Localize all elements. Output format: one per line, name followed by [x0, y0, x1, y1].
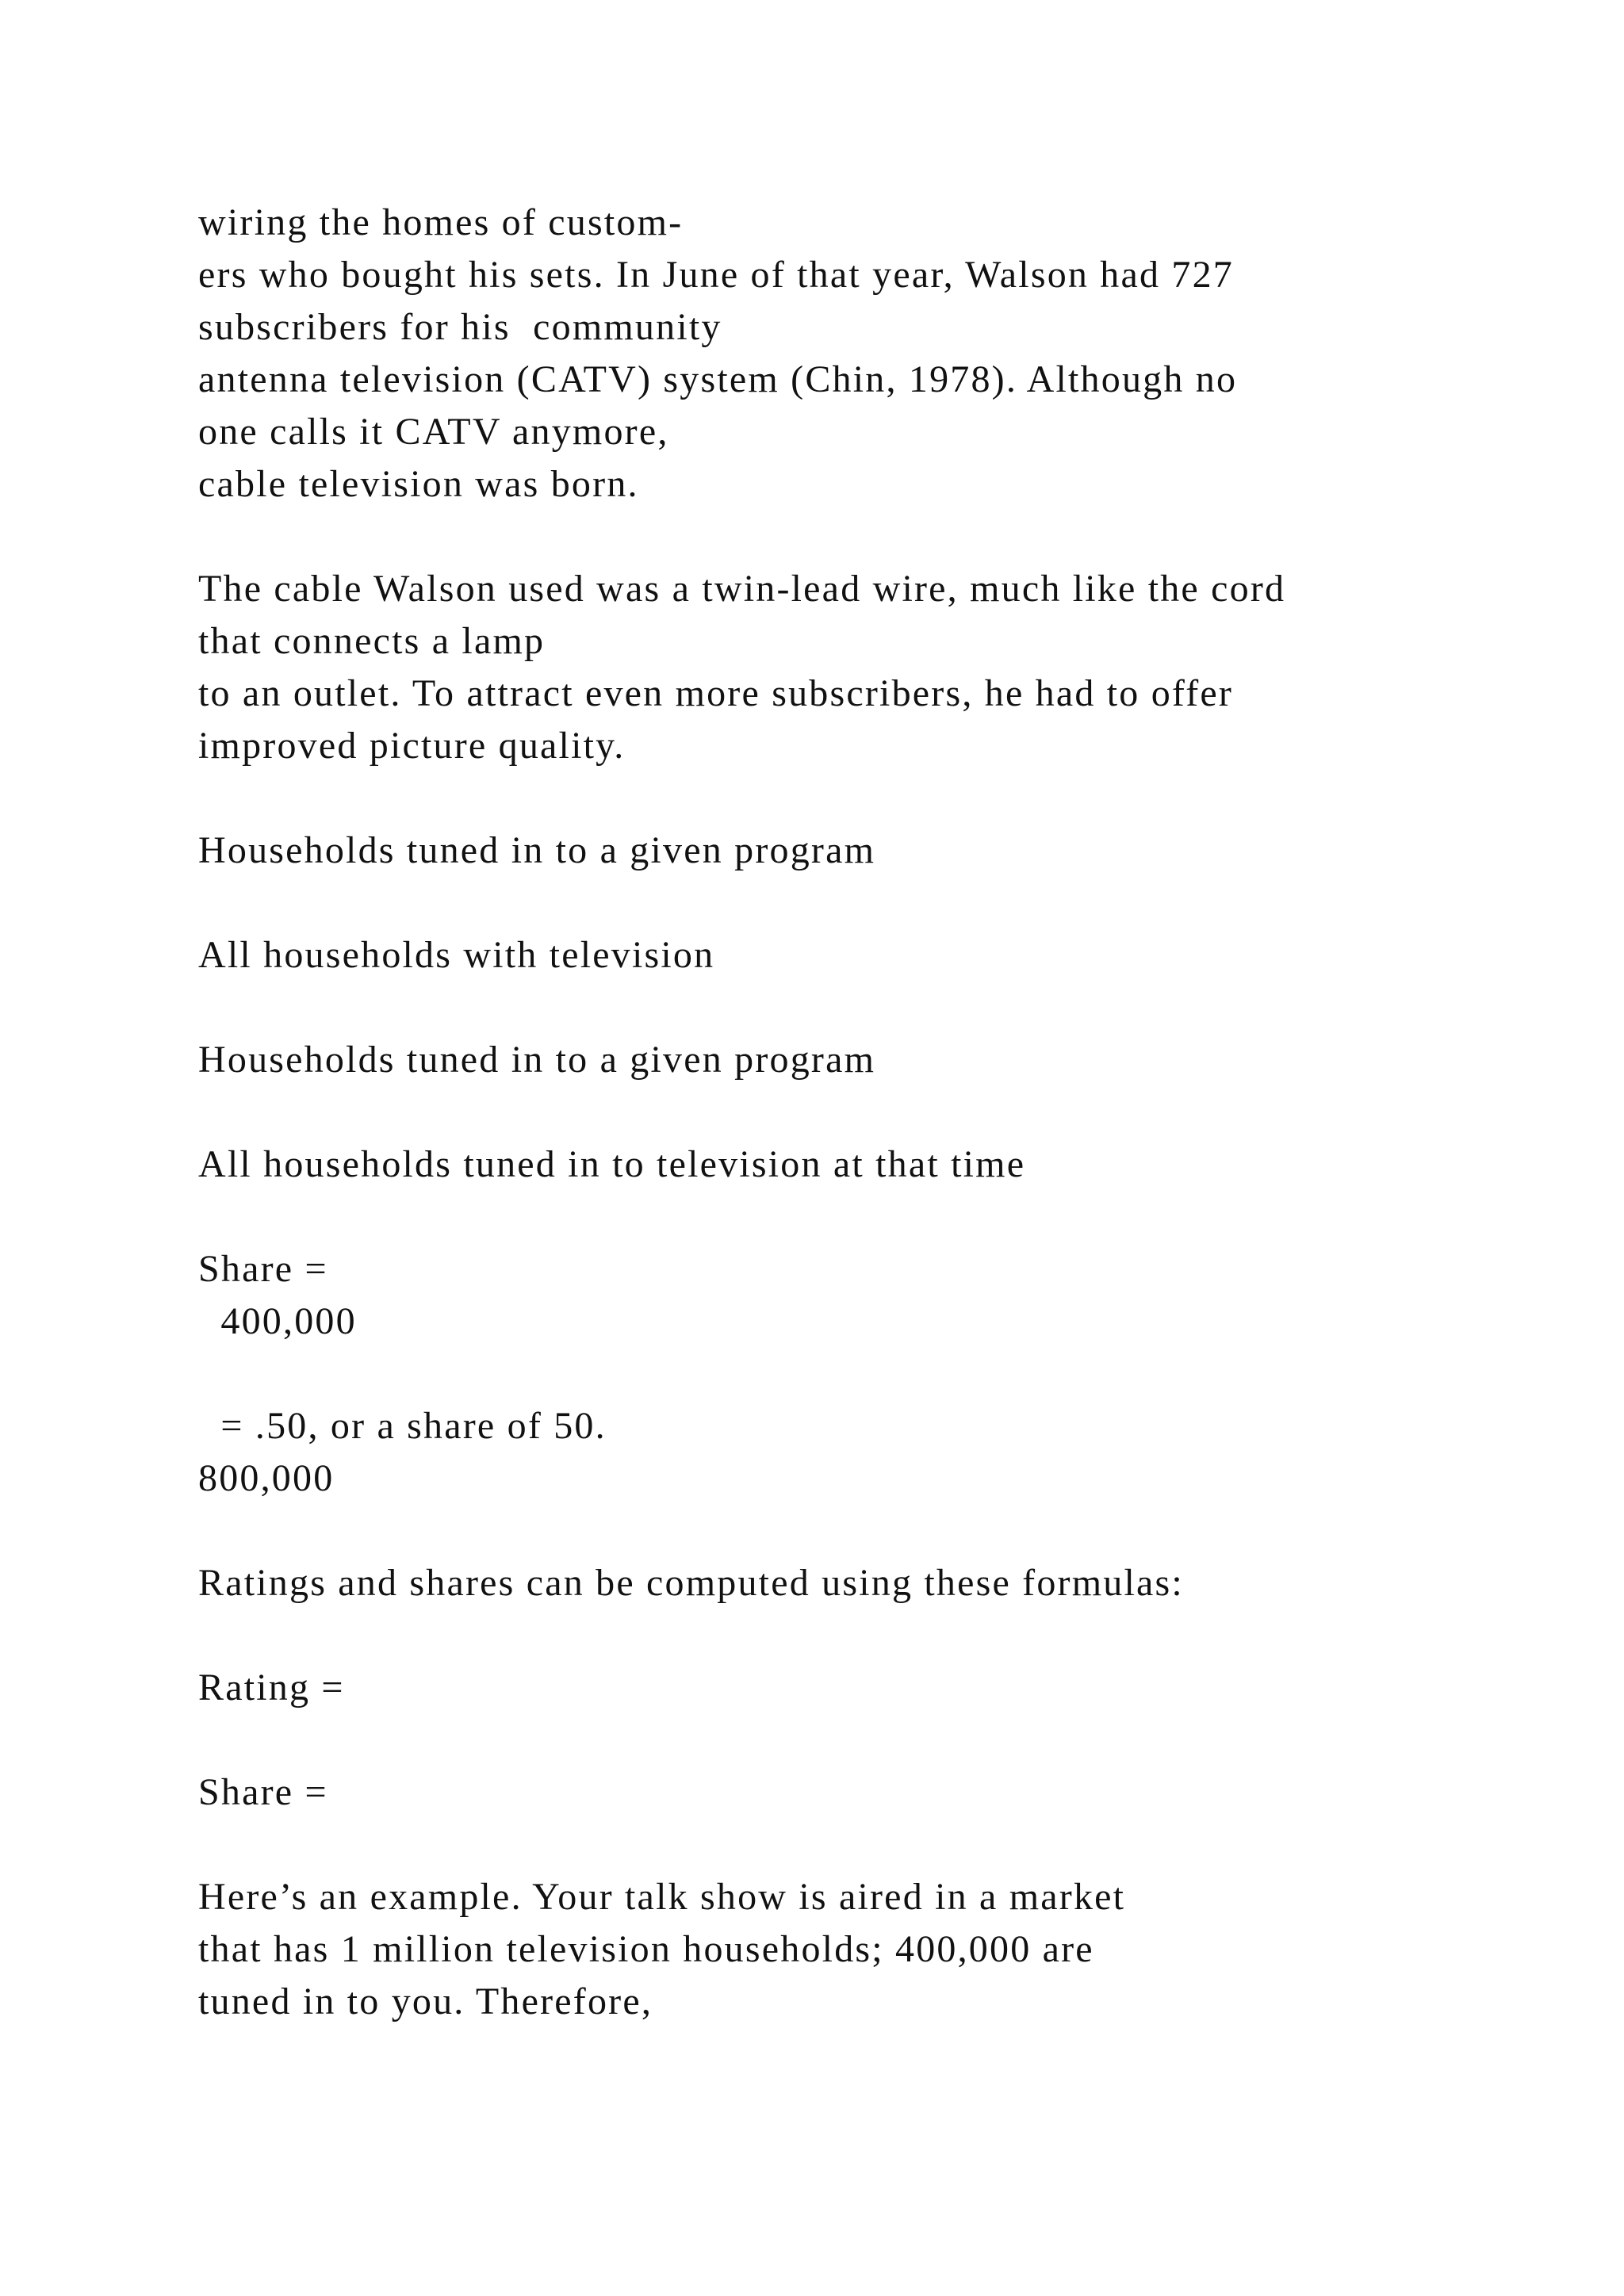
- share-denominator-text: All households tuned in to television at that time: [198, 1143, 1026, 1185]
- text-line: Here’s an example. Your talk show is aired in a market: [198, 1876, 1126, 1918]
- paragraph-spacer: [198, 1505, 1546, 1557]
- document-body: [198, 197, 1546, 2028]
- paragraph-cable-history: [198, 197, 1546, 511]
- paragraph-spacer: [198, 1348, 1546, 1400]
- share-example-numerator: 400,000: [198, 1300, 357, 1342]
- rating-label: Rating =: [198, 1667, 345, 1709]
- formulas-intro: Ratings and shares can be computed using these formulas:: [198, 1562, 1184, 1604]
- rating-numerator-text: Households tuned in to a given program: [198, 829, 876, 871]
- paragraph-spacer: [198, 1714, 1546, 1766]
- text-line: improved picture quality.: [198, 725, 626, 767]
- share-label: Share =: [198, 1771, 328, 1813]
- share-example-denominator: 800,000: [198, 1457, 335, 1499]
- text-line: The cable Walson used was a twin-lead wire, much like the cord: [198, 568, 1286, 610]
- paragraph-spacer: [198, 1819, 1546, 1871]
- paragraph-example: [198, 1871, 1546, 2028]
- text-line: cable television was born.: [198, 463, 639, 505]
- share-example-result: = .50, or a share of 50.: [198, 1405, 607, 1447]
- share-example: [198, 1243, 1546, 1505]
- paragraph-spacer: [198, 1086, 1546, 1138]
- share-numerator-text: Households tuned in to a given program: [198, 1039, 876, 1081]
- text-line: antenna television (CATV) system (Chin, 1978). Although no: [198, 358, 1238, 400]
- text-line: that has 1 million television households; 400,000 are: [198, 1928, 1094, 1970]
- paragraph-spacer: [198, 982, 1546, 1034]
- text-line: wiring the homes of custom-: [198, 201, 684, 243]
- share-example-label: Share =: [198, 1248, 328, 1290]
- paragraph-spacer: [198, 1191, 1546, 1243]
- text-line: subscribers for his community: [198, 306, 722, 348]
- paragraph-spacer: [198, 1609, 1546, 1662]
- paragraph-twin-lead: [198, 563, 1546, 772]
- text-line: that connects a lamp: [198, 620, 546, 662]
- text-line: tuned in to you. Therefore,: [198, 1980, 653, 2022]
- text-line: to an outlet. To attract even more subscribers, he had to offer: [198, 672, 1234, 714]
- rating-denominator-text: All households with television: [198, 934, 715, 976]
- text-line: one calls it CATV anymore,: [198, 411, 669, 453]
- paragraph-spacer: [198, 772, 1546, 825]
- text-line: ers who bought his sets. In June of that year, Walson had 727: [198, 254, 1235, 296]
- paragraph-spacer: [198, 511, 1546, 563]
- paragraph-spacer: [198, 877, 1546, 929]
